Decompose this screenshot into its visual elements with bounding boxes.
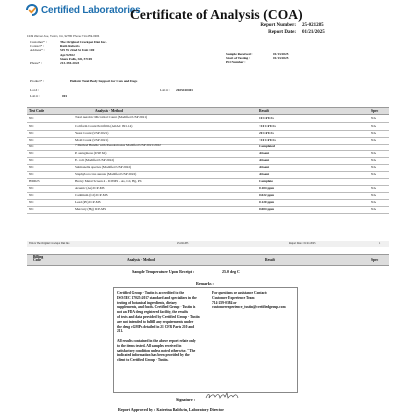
signature-label: Signature :	[176, 397, 195, 402]
col-test-code: Test Code	[29, 108, 45, 113]
row-divider	[27, 122, 389, 123]
footer-customer: This is The Original Crockpot Diet Inc.	[29, 242, 70, 245]
row-spec: NA	[371, 138, 376, 142]
lab-line-number: 001	[62, 94, 68, 98]
row-analysis-method: Heavy Metal Screen 4 - ICPMS - As, Cd, Hg, Pb	[75, 179, 142, 183]
col-spec: Spec	[371, 108, 379, 113]
remarks-box	[113, 287, 298, 393]
remarks-line: All results contained in the above report relate only	[117, 338, 196, 343]
row-result: 0.004 ppm	[259, 207, 275, 211]
row-analysis-method: 7 Method Bundle with Pseudomonas Modified USP 2021/2022	[75, 143, 161, 147]
col-billing-method: Analysis - Method	[127, 258, 155, 262]
row-spec: NA	[371, 131, 376, 135]
address-line-3: Sioux Falls, SD, 57105	[60, 56, 93, 61]
contact-line: 714-259-0384 or	[212, 300, 237, 305]
row-test-code: NC	[29, 158, 34, 162]
row-result: <10 CFU/G	[259, 124, 276, 128]
sample-received-label: Sample Received :	[226, 52, 253, 56]
row-spec: NA	[371, 193, 376, 197]
customer-name: The Original Crockpot Diet Inc.	[60, 40, 107, 44]
row-test-code: NC	[29, 172, 34, 176]
row-analysis-method: P. aeruginosa (USP 62)	[75, 151, 107, 155]
row-divider	[27, 213, 389, 214]
col-result: Result	[259, 108, 269, 113]
remarks-line: supplements, and foods. Certified Group - Tustin is	[117, 305, 196, 310]
contact-line: customerexperience_tustin@certifiedgroup.com	[212, 305, 286, 310]
remarks-line: Certified Group - Tustin is accredited to the	[117, 291, 185, 295]
remarks-line: are not intended to fulfill any requirements under	[117, 319, 194, 324]
row-test-code: NC	[29, 131, 34, 135]
row-result: Absent	[259, 172, 270, 176]
sample-received-date: 01/13/2025	[273, 52, 289, 56]
sample-info-block	[226, 52, 346, 65]
row-result: Absent	[259, 158, 270, 162]
address-line-2: Apt 92922	[60, 52, 75, 57]
temperature-label: Sample Temperature Upon Receipt :	[132, 269, 195, 274]
col-billing-result: Result	[265, 258, 275, 262]
row-result: <10 CFU/G	[259, 138, 276, 142]
results-table-header	[27, 107, 389, 115]
row-spec: NA	[371, 207, 376, 211]
report-number: 25-021285	[302, 23, 324, 28]
signature-image	[204, 391, 244, 401]
row-test-code: NC	[29, 193, 34, 197]
footer-report-number: 25-021285	[177, 242, 189, 245]
col-billing-code: Billing Code	[33, 254, 44, 263]
row-spec: NA	[371, 165, 376, 169]
row-result: Absent	[259, 151, 270, 155]
row-result: 0.120 ppm	[259, 200, 275, 204]
brand-logo	[26, 4, 141, 16]
row-analysis-method: Staphylococcus aureus (Modified USP 2022)	[75, 172, 137, 176]
temperature-value: 25.0 deg C	[222, 269, 240, 274]
remarks-line: the drug cGMPs detailed in 21 CFR Parts 210 and	[117, 324, 195, 329]
billing-table-header	[27, 254, 389, 266]
address-line-1: 519 W 22nd St Unit 100	[60, 48, 95, 53]
col-analysis-method: Analysis - Method	[95, 108, 123, 113]
address-label: Address* :	[30, 48, 45, 53]
remarks-line: to the items tested. All samples received in	[117, 343, 182, 348]
start-testing-label: Start of Testing :	[226, 56, 251, 61]
row-result: 0.104 ppm	[259, 186, 275, 190]
row-test-code: NC	[29, 116, 34, 120]
row-result: Absent	[259, 165, 270, 169]
row-analysis-method: E. coli (Modified USP 2022)	[75, 158, 115, 162]
logo-icon	[26, 4, 38, 16]
row-spec: NA	[371, 172, 376, 176]
report-approved-by: Report Approved by : Katerina Baldwin, Laboratory Director	[118, 407, 225, 412]
row-spec: NA	[371, 116, 376, 120]
row-spec: NA	[371, 124, 376, 128]
start-testing-date: 01/13/2025	[273, 56, 289, 61]
product-name: Holistic Total Body Support for Cats and Dogs	[70, 79, 138, 83]
row-result: Completed	[259, 144, 275, 148]
remarks-line: not an FDA drug registered facility, the results	[117, 310, 189, 315]
remarks-line: of tests and data provided by Certified Group - Tustin	[117, 314, 200, 319]
row-analysis-method: Total Aerobic Microbial Count (Modified USP 2021)	[75, 115, 148, 119]
row-result: Complete	[259, 179, 273, 183]
remarks-line: ISO/IEC 17025:2017 standard and specializes in the	[117, 295, 197, 300]
contact-line: For questions or assistance Contact:	[212, 291, 268, 295]
remarks-line: 211.	[117, 329, 124, 334]
remarks-line: testing of botanical ingredients, dietary	[117, 300, 177, 305]
row-result: 0.022 ppm	[259, 193, 275, 197]
remarks-line: indicated information has been provided by the	[117, 353, 190, 358]
row-result: 10 CFU/G	[259, 116, 274, 120]
remarks-line: satisfactory condition unless noted otherwise. "The	[117, 348, 196, 353]
footer-page-number: 1	[379, 242, 381, 245]
col-billing-spec: Spec	[371, 258, 379, 262]
row-spec: NA	[371, 158, 376, 162]
remarks-left-column	[117, 291, 200, 363]
customer-block	[30, 40, 180, 65]
row-test-code: NC	[29, 151, 34, 155]
contact-line: Customer Experience Team	[212, 295, 255, 300]
contact-label: Contact* :	[30, 44, 45, 49]
row-analysis-method: Cadmium (Cd) ICP-MS	[75, 193, 108, 197]
row-analysis-method: Yeast Count (USP 2021)	[75, 131, 109, 135]
footer-report-date: Report Date : 01/21/2025	[289, 242, 316, 245]
lab-number: 2025410401	[176, 88, 193, 92]
row-analysis-method: Mercury (Hg) ICP-MS	[75, 207, 107, 211]
row-analysis-method: Coliform Count Petrifilm (AOAC 991.14)	[75, 124, 133, 128]
row-spec: NA	[371, 151, 376, 155]
brand-name: Certified Laboratories	[41, 4, 141, 16]
row-analysis-method: Arsenic (As) ICP-MS	[75, 186, 105, 190]
row-analysis-method: Lead (Pb) ICP-MS	[75, 200, 101, 204]
contact-name: Ruth Roberts	[60, 44, 80, 49]
row-test-code: NC	[29, 200, 34, 204]
lab-address: 1349 Warner Ave, Tustin, CA, 92780 Phone:714-259-0384	[27, 34, 100, 38]
po-number-label: PO Number :	[226, 60, 246, 65]
report-date: 01/21/2025	[302, 30, 325, 35]
row-result: 20 CFU/G	[259, 131, 274, 135]
report-date-label: Report Date:	[268, 30, 296, 35]
phone-number: 213-394-2023	[60, 60, 80, 65]
page-footer-strip	[27, 241, 389, 247]
remarks-label: Remarks :	[196, 281, 214, 286]
row-spec: NA	[371, 200, 376, 204]
lot-label: Lot # :	[30, 88, 40, 92]
remarks-line: client to Certified Group - Tustin.	[117, 358, 169, 363]
row-analysis-method: Mold Count (USP 2021)	[75, 138, 109, 142]
row-test-code: NC	[29, 165, 34, 169]
report-number-label: Report Number:	[260, 23, 296, 28]
row-test-code: NC	[29, 144, 34, 148]
row-test-code: NC	[29, 186, 34, 190]
row-test-code: NC	[29, 138, 34, 142]
product-label: Product* :	[30, 79, 45, 83]
lab-label: Lab # :	[160, 88, 170, 92]
row-test-code: HM025	[29, 179, 40, 183]
row-test-code: NC	[29, 124, 34, 128]
lab-line-label: Lab # :	[30, 94, 40, 98]
row-test-code: NC	[29, 207, 34, 211]
row-analysis-method: Salmonella species (Modified USP 2022)	[75, 165, 132, 169]
phone-label: Phone* :	[30, 60, 42, 65]
document-title: Certificate of Analysis (COA)	[130, 7, 303, 22]
remarks-right-column	[212, 291, 286, 310]
customer-label: Customer* :	[30, 40, 47, 44]
row-spec: NA	[371, 186, 376, 190]
